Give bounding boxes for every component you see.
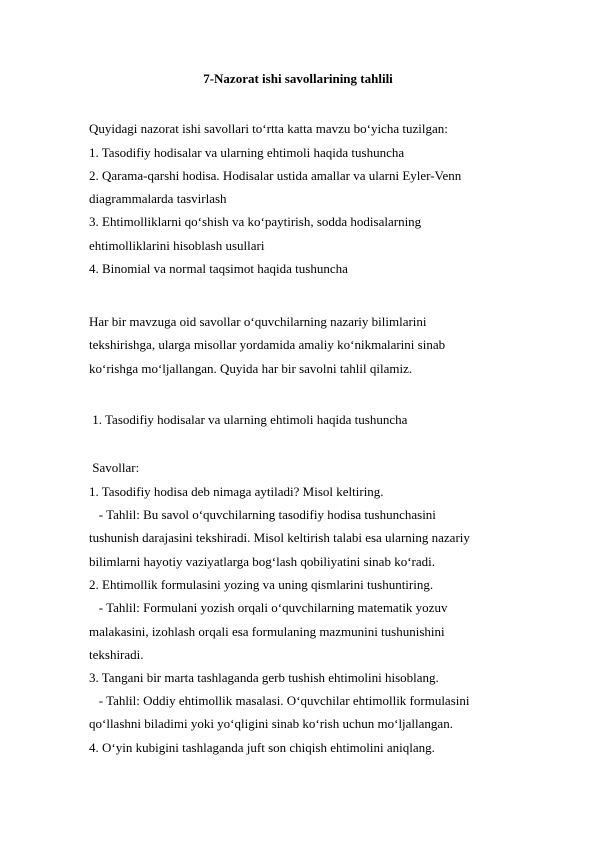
page-title: 7-Nazorat ishi savollarining tahlili [203, 71, 393, 86]
topic-line: 1. Tasodifiy hodisalar va ularning ehtimoli haqida tushuncha [89, 145, 405, 160]
topic-line: ehtimolliklarini hisoblash usullari [89, 238, 265, 253]
paragraph-line: ko‘rishga mo‘ljallangan. Quyida har bir savolni tahlil qilamiz. [89, 361, 413, 376]
analysis-line: tushunish darajasini tekshiradi. Misol keltirish talabi esa ularning nazariy [89, 530, 470, 545]
question-line: 1. Tasodifiy hodisa deb nimaga aytiladi? Misol keltiring. [89, 484, 384, 499]
intro-text: Quyidagi nazorat ishi savollari to‘rtta katta mavzu bo‘yicha tuzilgan: [89, 121, 448, 136]
paragraph-line: Har bir mavzuga oid savollar o‘quvchilarning nazariy bilimlarini [89, 314, 427, 329]
topic-line: 4. Binomial va normal taqsimot haqida tushuncha [89, 261, 348, 276]
question-line: 3. Tangani bir marta tashlaganda gerb tushish ehtimolini hisoblang. [89, 670, 439, 685]
paragraph-line: tekshirishga, ularga misollar yordamida amaliy ko‘nikmalarini sinab [89, 337, 446, 352]
topic-line: 2. Qarama-qarshi hodisa. Hodisalar ustida amallar va ularni Eyler-Venn [89, 168, 462, 183]
analysis-line: - Tahlil: Bu savol o‘quvchilarning tasodifiy hodisa tushunchasini [89, 507, 436, 522]
question-line: 2. Ehtimollik formulasini yozing va uning qismlarini tushuntiring. [89, 577, 434, 592]
analysis-line: - Tahlil: Formulani yozish orqali o‘quvchilarning matematik yozuv [89, 600, 448, 615]
topic-line: diagrammalarda tasvirlash [89, 191, 227, 206]
analysis-line: tekshiradi. [89, 647, 144, 662]
questions-label: Savollar: [89, 460, 140, 475]
analysis-line: bilimlarni hayotiy vaziyatlarga bog‘lash qobiliyatini sinab ko‘radi. [89, 554, 435, 569]
topic-line: 3. Ehtimolliklarni qo‘shish va ko‘paytirish, sodda hodisalarning [89, 214, 422, 229]
analysis-line: qo‘llashni biladimi yoki yo‘qligini sinab ko‘rish uchun mo‘ljallangan. [89, 716, 453, 731]
analysis-line: malakasini, izohlash orqali esa formulaning mazmunini tushunishini [89, 624, 445, 639]
question-line: 4. O‘yin kubigini tashlaganda juft son chiqish ehtimolini aniqlang. [89, 740, 435, 755]
analysis-line: - Tahlil: Oddiy ehtimollik masalasi. O‘quvchilar ehtimollik formulasini [89, 693, 470, 708]
section-heading: 1. Tasodifiy hodisalar va ularning ehtimoli haqida tushuncha [89, 412, 408, 427]
